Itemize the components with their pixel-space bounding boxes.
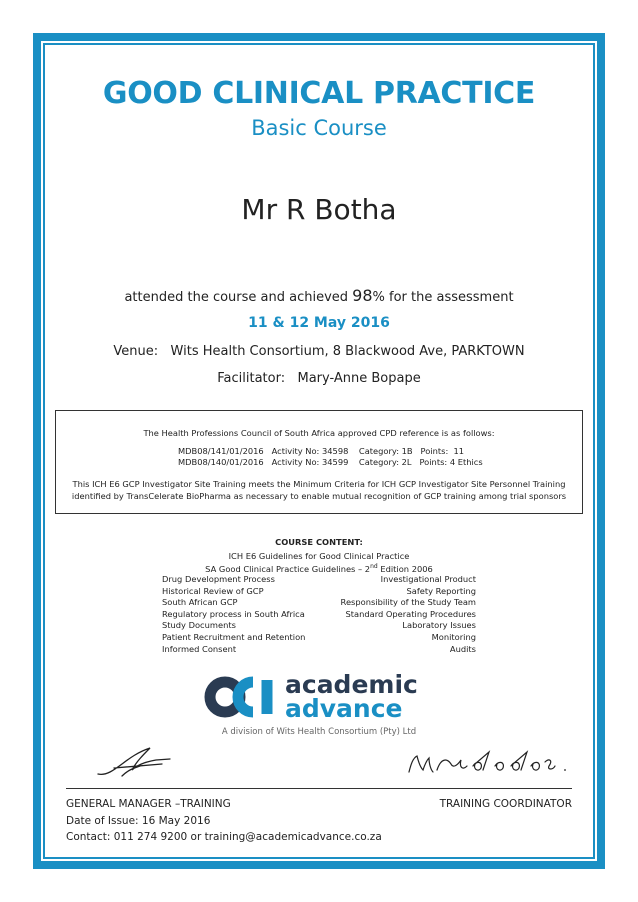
list-item: Regulatory process in South Africa — [162, 608, 305, 619]
list-item: Audits — [449, 643, 476, 654]
list-item: Standard Operating Procedures — [345, 608, 476, 619]
course-facilitator: Facilitator: Mary-Anne Bopape — [217, 371, 421, 386]
attendance-text-before: attended the course and achieved — [124, 290, 353, 305]
recipient-name: Mr R Botha — [241, 193, 397, 226]
list-item: Historical Review of GCP — [162, 585, 264, 596]
list-item: Laboratory Issues — [402, 620, 476, 631]
list-item: Study Documents — [162, 620, 236, 631]
course-topics-left — [162, 574, 305, 655]
cpd-intro: The Health Professions Council of South Africa approved CPD reference is as follows: — [143, 428, 495, 438]
issue-date: Date of Issue: 16 May 2016 — [66, 815, 211, 827]
list-item: Monitoring — [431, 631, 476, 642]
course-content-line-2-end: Edition 2006 — [377, 563, 433, 574]
general-manager-title: GENERAL MANAGER –TRAINING — [66, 798, 231, 810]
course-content-line-2-text: SA Good Clinical Practice Guidelines – 2 — [205, 563, 371, 574]
attendance-text-after: % for the assessment — [372, 290, 514, 305]
course-content-line-2 — [0, 563, 638, 574]
certificate-title: GOOD CLINICAL PRACTICE — [102, 76, 536, 111]
list-item: Investigational Product — [380, 574, 476, 584]
course-venue: Venue: Wits Health Consortium, 8 Blackwood Ave, PARKTOWN — [113, 344, 525, 359]
list-item: Informed Consent — [162, 643, 237, 654]
edition-superscript: nd — [370, 563, 378, 570]
cpd-reference-1: MDB08/141/01/2016 Activity No: 34598 Category: 1B Points: 11 — [178, 446, 465, 456]
division-statement: A division of Wits Health Consortium (Pty) Ltd — [221, 727, 417, 737]
attendance-statement — [0, 286, 638, 305]
logo-word-academic: academic — [285, 670, 418, 699]
training-coordinator-title: TRAINING COORDINATOR — [439, 798, 572, 810]
list-item: Responsibility of the Study Team — [340, 597, 476, 608]
signature-line — [66, 788, 572, 789]
course-topics-right — [320, 574, 476, 655]
contact-details: Contact: 011 274 9200 or training@academicadvance.co.za — [66, 831, 382, 843]
general-manager-signature — [92, 740, 176, 782]
transcelerate-line-1: This ICH E6 GCP Investigator Site Training meets the Minimum Criteria for ICH GCP Investigator Site Personnel Training — [72, 479, 566, 489]
academic-advance-logo-icon — [203, 672, 285, 722]
transcelerate-statement — [0, 478, 638, 502]
training-coordinator-signature — [403, 748, 571, 780]
course-content-title: COURSE CONTENT: — [275, 537, 363, 547]
list-item: South African GCP — [162, 597, 238, 608]
logo-word-advance: advance — [285, 694, 403, 723]
course-dates: 11 & 12 May 2016 — [248, 315, 390, 331]
list-item: Patient Recruitment and Retention — [162, 631, 306, 642]
transcelerate-line-2: identified by TransCelerate BioPharma as necessary to enable mutual recognition of GCP training among trial sponsors — [71, 491, 567, 501]
assessment-score: 98 — [352, 286, 373, 305]
list-item: Drug Development Process — [162, 574, 275, 584]
certificate-subtitle: Basic Course — [251, 116, 387, 140]
list-item: Safety Reporting — [406, 585, 476, 596]
course-content-line-1: ICH E6 Guidelines for Good Clinical Practice — [228, 551, 410, 561]
cpd-reference-2: MDB08/140/01/2016 Activity No: 34599 Category: 2L Points: 4 Ethics — [178, 457, 483, 467]
